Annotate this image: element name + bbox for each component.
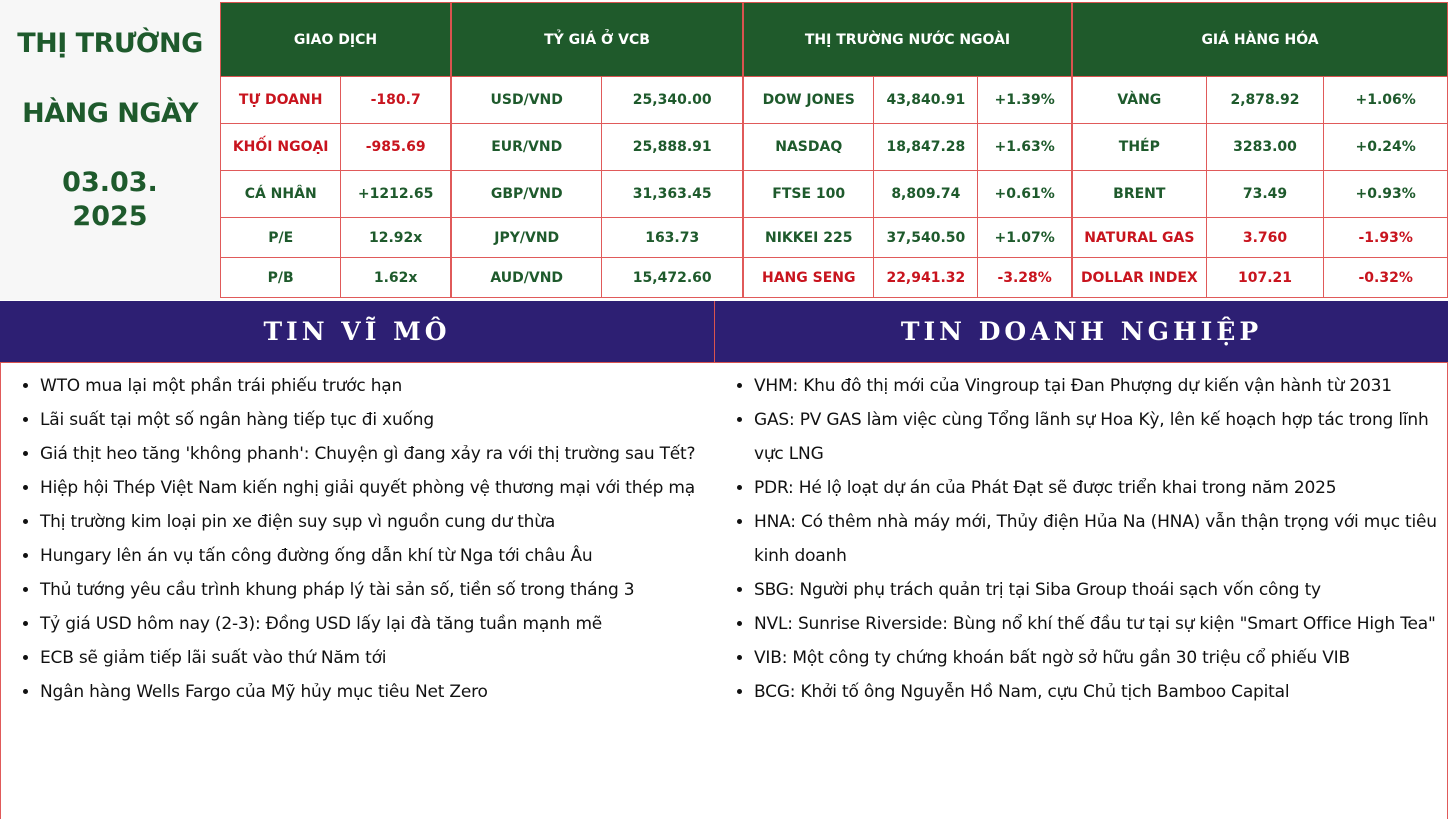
currency-pair: AUD/VND: [452, 258, 602, 298]
exchange-rate: 163.73: [602, 218, 743, 258]
index-value: 8,809.74: [874, 171, 978, 218]
report-date-line2: 2025: [72, 201, 148, 232]
list-item: • Tỷ giá USD hôm nay (2-3): Đồng USD lấy lại đà tăng tuần mạnh mẽ: [40, 607, 715, 641]
index-change: +0.61%: [978, 171, 1072, 218]
table-row: [452, 124, 743, 171]
list-item: • Hungary lên án vụ tấn công đường ống dẫn khí từ Nga tới châu Âu: [40, 539, 715, 573]
index-name: DOW JONES: [744, 77, 874, 124]
title-line2: HÀNG NGÀY: [22, 98, 198, 129]
table-row: [221, 77, 451, 124]
title-line1: THỊ TRƯỜNG: [17, 28, 203, 59]
currency-pair: GBP/VND: [452, 171, 602, 218]
index-name: HANG SENG: [744, 258, 874, 298]
commodity-change: -0.32%: [1324, 258, 1448, 298]
table-row: [221, 258, 451, 298]
index-name: NIKKEI 225: [744, 218, 874, 258]
list-item: • BCG: Khởi tố ông Nguyễn Hồ Nam, cựu Chủ tịch Bamboo Capital: [754, 675, 1447, 709]
hang-hoa-table: [1072, 2, 1448, 298]
table-row: [744, 218, 1072, 258]
table-row: [452, 218, 743, 258]
exchange-rate: 31,363.45: [602, 171, 743, 218]
exchange-rate: 25,340.00: [602, 77, 743, 124]
list-item: • PDR: Hé lộ loạt dự án của Phát Đạt sẽ được triển khai trong năm 2025: [754, 471, 1447, 505]
tin-vi-mo-header: TIN VĨ MÔ: [0, 301, 715, 363]
tin-doanh-nghiep-list: [715, 363, 1447, 709]
commodity-change: +1.06%: [1324, 77, 1448, 124]
giao-dich-table: [220, 2, 451, 298]
index-value: 37,540.50: [874, 218, 978, 258]
commodity-name: NATURAL GAS: [1073, 218, 1207, 258]
row-value: +1212.65: [341, 171, 451, 218]
row-value: 12.92x: [341, 218, 451, 258]
table-row: [1073, 218, 1448, 258]
commodity-name: DOLLAR INDEX: [1073, 258, 1207, 298]
commodity-value: 3.760: [1206, 218, 1324, 258]
list-item: • Hiệp hội Thép Việt Nam kiến nghị giải quyết phòng vệ thương mại với thép mạ: [40, 471, 715, 505]
currency-pair: USD/VND: [452, 77, 602, 124]
giao-dich-header: GIAO DỊCH: [221, 3, 451, 77]
row-value: -180.7: [341, 77, 451, 124]
list-item: • GAS: PV GAS làm việc cùng Tổng lãnh sự Hoa Kỳ, lên kế hoạch hợp tác trong lĩnh vực LNG: [754, 403, 1447, 471]
hang-hoa-header: GIÁ HÀNG HÓA: [1073, 3, 1448, 77]
commodity-change: +0.93%: [1324, 171, 1448, 218]
table-row: [1073, 171, 1448, 218]
commodity-name: BRENT: [1073, 171, 1207, 218]
exchange-rate: 15,472.60: [602, 258, 743, 298]
row-value: 1.62x: [341, 258, 451, 298]
table-row: [744, 258, 1072, 298]
currency-pair: JPY/VND: [452, 218, 602, 258]
exchange-rate: 25,888.91: [602, 124, 743, 171]
index-value: 18,847.28: [874, 124, 978, 171]
index-change: +1.63%: [978, 124, 1072, 171]
commodity-name: VÀNG: [1073, 77, 1207, 124]
tin-vi-mo-list: [1, 363, 715, 709]
commodity-value: 73.49: [1206, 171, 1324, 218]
row-label: P/E: [221, 218, 341, 258]
nuoc-ngoai-header: THỊ TRƯỜNG NƯỚC NGOÀI: [744, 3, 1072, 77]
table-row: [744, 171, 1072, 218]
row-label: CÁ NHÂN: [221, 171, 341, 218]
commodity-value: 107.21: [1206, 258, 1324, 298]
list-item: • HNA: Có thêm nhà máy mới, Thủy điện Hủa Na (HNA) vẫn thận trọng với mục tiêu kinh doanh: [754, 505, 1447, 573]
list-item: • ECB sẽ giảm tiếp lãi suất vào thứ Năm tới: [40, 641, 715, 675]
list-item: • SBG: Người phụ trách quản trị tại Siba Group thoái sạch vốn công ty: [754, 573, 1447, 607]
table-row: [221, 218, 451, 258]
row-label: P/B: [221, 258, 341, 298]
currency-pair: EUR/VND: [452, 124, 602, 171]
ty-gia-table: [451, 2, 743, 298]
table-row: [1073, 124, 1448, 171]
nuoc-ngoai-table: [743, 2, 1072, 298]
list-item: • Thủ tướng yêu cầu trình khung pháp lý tài sản số, tiền số trong tháng 3: [40, 573, 715, 607]
commodity-value: 3283.00: [1206, 124, 1324, 171]
tin-vi-mo-panel: [0, 363, 716, 819]
row-value: -985.69: [341, 124, 451, 171]
table-row: [221, 171, 451, 218]
commodity-name: THÉP: [1073, 124, 1207, 171]
table-row: [452, 171, 743, 218]
row-label: TỰ DOANH: [221, 77, 341, 124]
report-date-line1: 03.03.: [62, 167, 158, 198]
list-item: • VHM: Khu đô thị mới của Vingroup tại Đan Phượng dự kiến vận hành từ 2031: [754, 369, 1447, 403]
ty-gia-header: TỶ GIÁ Ở VCB: [452, 3, 743, 77]
table-row: [744, 77, 1072, 124]
table-row: [1073, 77, 1448, 124]
index-change: -3.28%: [978, 258, 1072, 298]
index-change: +1.07%: [978, 218, 1072, 258]
list-item: • VIB: Một công ty chứng khoán bất ngờ sở hữu gần 30 triệu cổ phiếu VIB: [754, 641, 1447, 675]
list-item: • NVL: Sunrise Riverside: Bùng nổ khí thế đầu tư tại sự kiện "Smart Office High Tea": [754, 607, 1447, 641]
row-label: KHỐI NGOẠI: [221, 124, 341, 171]
list-item: • Lãi suất tại một số ngân hàng tiếp tục đi xuống: [40, 403, 715, 437]
tin-doanh-nghiep-header: TIN DOANH NGHIỆP: [715, 301, 1448, 363]
table-row: [1073, 258, 1448, 298]
table-row: [221, 124, 451, 171]
list-item: • Giá thịt heo tăng 'không phanh': Chuyện gì đang xảy ra với thị trường sau Tết?: [40, 437, 715, 471]
index-change: +1.39%: [978, 77, 1072, 124]
commodity-value: 2,878.92: [1206, 77, 1324, 124]
report-date: [62, 166, 158, 234]
index-value: 22,941.32: [874, 258, 978, 298]
table-row: [744, 124, 1072, 171]
index-name: FTSE 100: [744, 171, 874, 218]
list-item: • WTO mua lại một phần trái phiếu trước hạn: [40, 369, 715, 403]
tin-doanh-nghiep-panel: [715, 363, 1448, 819]
index-value: 43,840.91: [874, 77, 978, 124]
table-row: [452, 77, 743, 124]
table-row: [452, 258, 743, 298]
list-item: • Thị trường kim loại pin xe điện suy sụp vì nguồn cung dư thừa: [40, 505, 715, 539]
list-item: • Ngân hàng Wells Fargo của Mỹ hủy mục tiêu Net Zero: [40, 675, 715, 709]
commodity-change: -1.93%: [1324, 218, 1448, 258]
title-block: [0, 0, 220, 300]
index-name: NASDAQ: [744, 124, 874, 171]
commodity-change: +0.24%: [1324, 124, 1448, 171]
